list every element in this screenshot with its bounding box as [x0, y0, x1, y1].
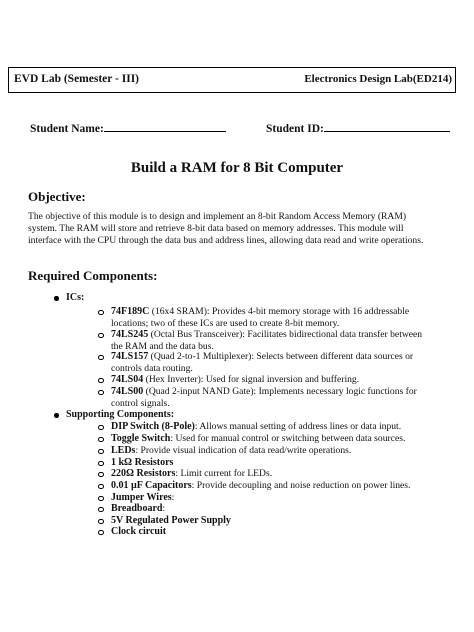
supporting-label: Supporting Components:	[66, 409, 175, 420]
components-heading: Required Components:	[28, 268, 158, 283]
student-id-label: Student ID:	[266, 123, 324, 135]
ics-label: ICs:	[66, 292, 85, 303]
list-item: Clock circuit	[111, 526, 431, 538]
objective-heading: Objective:	[28, 189, 86, 204]
student-name-field	[30, 121, 226, 135]
list-item: Toggle Switch: Used for manual control or switching between data sources.	[111, 433, 431, 445]
list-item: 5V Regulated Power Supply	[111, 515, 431, 527]
student-id-line	[324, 121, 450, 132]
list-item: DIP Switch (8-Pole): Allows manual setting of address lines or data input.	[111, 421, 431, 433]
course-label: EVD Lab (Semester - III)	[14, 73, 140, 85]
list-item: 74LS00 (Quad 2-input NAND Gate): Implements necessary logic functions for control signals.	[111, 386, 431, 409]
objective-text: The objective of this module is to design and implement an 8-bit Random Access Memory (RAM) system. The RAM will store and retrieve 8-bit data based on memory addresses. This module will interface with the CPU through the data bus and address lines, allowing data read and write operations.	[28, 211, 424, 247]
list-item: 220Ω Resistors: Limit current for LEDs.	[111, 468, 431, 480]
student-name-line	[104, 121, 226, 132]
document-header	[8, 67, 456, 93]
list-item: 74F189C (16x4 SRAM): Provides 4-bit memory storage with 16 addressable locations; two of these ICs are used to create 8-bit memory.	[111, 306, 431, 329]
list-item: 74LS04 (Hex Inverter): Used for signal inversion and buffering.	[111, 374, 431, 386]
list-item: 74LS245 (Octal Bus Transceiver): Facilitates bidirectional data transfer between the RAM and the data bus.	[111, 329, 431, 352]
list-item: LEDs: Provide visual indication of data read/write operations.	[111, 445, 431, 457]
list-item: 1 kΩ Resistors	[111, 457, 431, 469]
list-item: Breadboard:	[111, 503, 431, 515]
student-name-label: Student Name:	[30, 123, 104, 135]
lab-title: Electronics Design Lab(ED214)	[304, 73, 452, 85]
list-item: 0.01 µF Capacitors: Provide decoupling and noise reduction on power lines.	[111, 480, 431, 492]
list-item: 74LS157 (Quad 2-to-1 Multiplexer): Selects between different data sources or controls data routing.	[111, 351, 431, 374]
list-item: Jumper Wires:	[111, 492, 431, 504]
page-title: Build a RAM for 8 Bit Computer	[130, 160, 344, 176]
student-id-field	[266, 121, 450, 135]
